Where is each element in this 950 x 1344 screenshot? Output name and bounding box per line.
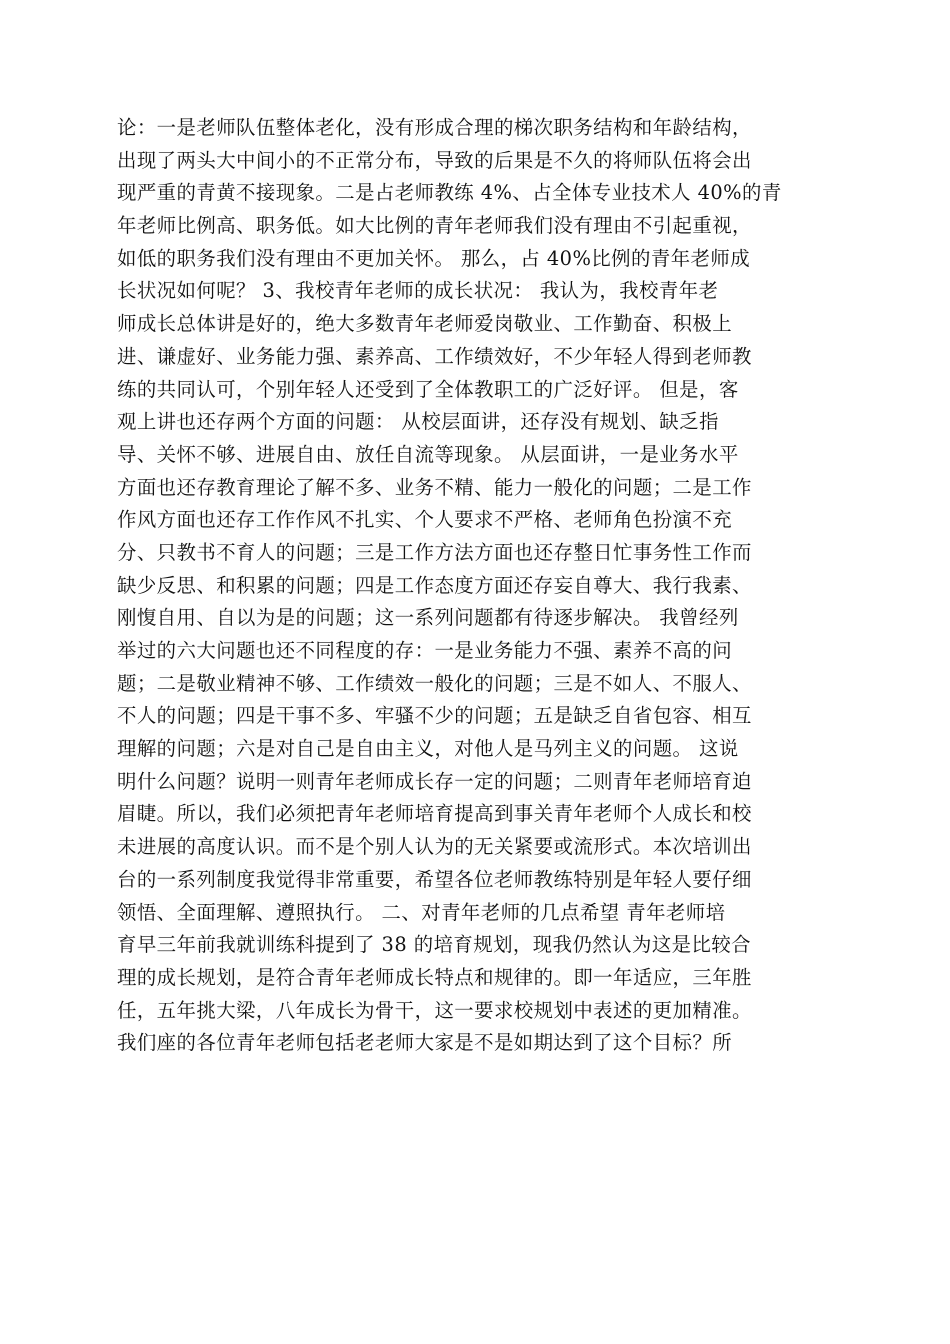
text-line: 台的一系列制度我觉得非常重要，希望各位老师教练特别是年轻人要仔细 [117, 867, 752, 891]
text-line: 明什么问题？说明一则青年老师成长存一定的问题；二则青年老师培育迫 [117, 769, 752, 793]
text-line: 理解的问题；六是对自己是自由主义，对他人是马列主义的问题。 这说 [117, 737, 739, 761]
text-line: 理的成长规划，是符合青年老师成长特点和规律的。即一年适应，三年胜 [117, 965, 752, 989]
text-line: 进、谦虚好、业务能力强、素养高、工作绩效好，不少年轻人得到老师教 [117, 344, 752, 368]
text-line: 论：一是老师队伍整体老化，没有形成合理的梯次职务结构和年龄结构， [117, 116, 752, 139]
text-line: 分、只教书不育人的问题；三是工作方法方面也还存整日忙事务性工作而 [117, 540, 752, 564]
text-line: 刚愎自用、自以为是的问题；这一系列问题都有待逐步解决。 我曾经列 [117, 606, 739, 630]
text-line: 如低的职务我们没有理由不更加关怀。 那么，占 40%比例的青年老师成 [117, 246, 751, 270]
text-line: 师成长总体讲是好的，绝大多数青年老师爱岗敬业、工作勤奋、积极上 [117, 312, 733, 336]
text-line: 出现了两头大中间小的不正常分布，导致的后果是不久的将师队伍将会出 [117, 148, 752, 172]
text-line: 方面也还存教育理论了解不多、业务不精、能力一般化的问题；二是工作 [117, 475, 752, 499]
text-line: 长状况如何呢？ 3、我校青年老师的成长状况： 我认为，我校青年老 [117, 279, 719, 303]
text-line: 题；二是敬业精神不够、工作绩效一般化的问题；三是不如人、不服人、 [117, 671, 752, 695]
text-line: 现严重的青黄不接现象。二是占老师教练 4%、占全体专业技术人 40%的青 [117, 181, 782, 205]
text-line: 举过的六大问题也还不同程度的存：一是业务能力不强、素养不高的问 [117, 639, 733, 662]
text-line: 作风方面也还存工作作风不扎实、个人要求不严格、老师角色扮演不充 [117, 508, 733, 532]
text-line: 练的共同认可，个别年轻人还受到了全体教职工的广泛好评。 但是，客 [117, 377, 739, 401]
text-line: 导、关怀不够、进展自由、放任自流等现象。 从层面讲，一是业务水平 [117, 442, 739, 466]
text-line: 育早三年前我就训练科提到了 38 的培育规划，现我仍然认为这是比较合 [117, 933, 752, 957]
text-line: 未进展的高度认识。而不是个别人认为的无关紧要或流形式。本次培训出 [117, 835, 752, 859]
text-line: 任，五年挑大梁，八年成长为骨干，这一要求校规划中表述的更加精准。 [117, 998, 752, 1022]
text-line: 年老师比例高、职务低。如大比例的青年老师我们没有理由不引起重视， [117, 214, 752, 238]
text-line: 观上讲也还存两个方面的问题： 从校层面讲，还存没有规划、缺乏指 [117, 410, 719, 434]
text-line: 不人的问题；四是干事不多、牢骚不少的问题；五是缺乏自省包容、相互 [117, 704, 752, 728]
text-line: 缺少反思、和积累的问题；四是工作态度方面还存妄自尊大、我行我素、 [117, 573, 752, 597]
text-line: 领悟、全面理解、遵照执行。 二、对青年老师的几点希望 青年老师培 [117, 900, 726, 924]
body-text [117, 112, 837, 1060]
text-line: 我们座的各位青年老师包括老老师大家是不是如期达到了这个目标？所 [117, 1031, 733, 1055]
text-line: 眉睫。所以，我们必须把青年老师培育提高到事关青年老师个人成长和校 [117, 802, 752, 826]
